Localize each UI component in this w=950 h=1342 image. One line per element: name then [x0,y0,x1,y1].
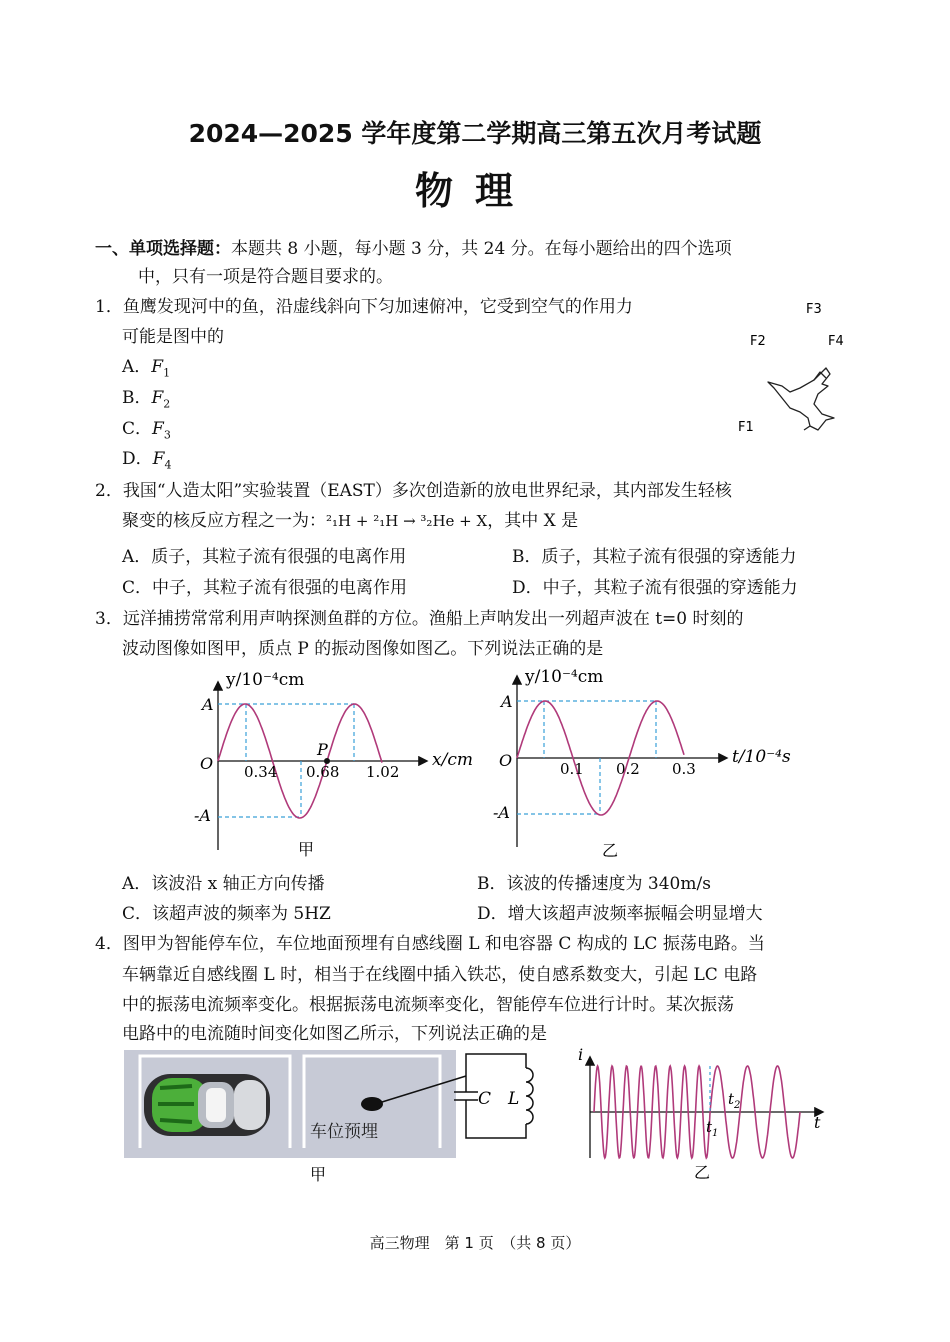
point-p-label: P [317,740,328,759]
q3-option-c: C．该超声波的频率为 5HZ [122,904,331,924]
y-axis-label: y/10⁻⁴cm [226,670,305,690]
q3-wave-graph [190,665,490,865]
q4-stem-4: 电路中的电流随时间变化如图乙所示，下列说法正确的是 [122,1024,547,1044]
label-f3: F3 [806,302,822,317]
section-desc-1: 本题共 8 小题，每小题 3 分，共 24 分。在每小题给出的四个选项 [231,239,732,259]
exam-title: 2024—2025 学年度第二学期高三第五次月考试题 [188,119,762,148]
x-axis-label: x/cm [432,750,473,770]
label-f2: F2 [750,334,766,349]
q4-stem-1: 4．图甲为智能停车位，车位地面预埋有自感线圈 L 和电容器 C 构成的 LC 振荡电路。当 [95,934,765,954]
section-heading-line [95,238,732,260]
lc-circuit [454,1054,533,1138]
section-heading: 一、单项选择题： [95,239,231,259]
q2-stem-2: 聚变的核反应方程之一为：²₁H + ²₁H → ³₂He + X，其中 X 是 [122,511,579,531]
q4-parking-figure [122,1048,562,1188]
tick-0: 0.1 [560,760,584,778]
q2-option-d: D．中子，其粒子流有很强的穿透能力 [512,578,798,598]
q4-stem-3: 中的振荡电流频率变化。根据振荡电流频率变化，智能停车位进行计时。某次振荡 [122,995,734,1015]
q2-stem-1: 2．我国“人造太阳”实验装置（EAST）多次创造新的放电世界纪录，其内部发生轻核 [95,481,732,501]
subject-title: 物理 [414,168,535,213]
label-t2: $t_2$ [728,1090,741,1111]
caption: 甲 [310,1165,327,1184]
amp-label: A [501,692,513,711]
label-t1: $t_1$ [706,1118,719,1139]
q1-option-d: D．$F_4$ [122,449,172,472]
q1-option-c: C．$F_3$ [122,419,171,442]
x-axis-label: t/10⁻⁴s [732,747,791,767]
q1-option-a: A．$F_1$ [122,357,171,380]
coil-marker [361,1097,383,1111]
section-desc-2: 中，只有一项是符合题目要求的。 [138,267,393,287]
q3-option-b: B．该波的传播速度为 340m/s [477,874,711,894]
page-footer: 高三物理 第 1 页 （共 8 页） [369,1234,581,1252]
q2-option-c: C．中子，其粒子流有很强的电离作用 [122,578,408,598]
q2-option-b: B．质子，其粒子流有很强的穿透能力 [512,547,797,567]
q1-stem-1: 1．鱼鹰发现河中的鱼，沿虚线斜向下匀加速俯冲，它受到空气的作用力 [95,297,633,317]
tick-2: 0.3 [672,760,696,778]
q2-option-a: A．质子，其粒子流有很强的电离作用 [122,547,407,567]
tick-1: 0.2 [616,760,640,778]
q3-option-d: D．增大该超声波频率振幅会明显增大 [477,904,763,924]
q3-stem-2: 波动图像如图甲，质点 P 的振动图像如图乙。下列说法正确的是 [122,639,604,659]
label-area: 车位预埋 [310,1122,378,1142]
q1-stem-2: 可能是图中的 [122,327,224,347]
y-axis-label: i [578,1046,584,1064]
tick-1: 0.68 [306,763,340,781]
q1-eagle-figure [730,290,870,440]
label-c: C [478,1089,492,1109]
label-f4: F4 [828,334,844,349]
car-icon [144,1074,270,1136]
q3-option-a: A．该波沿 x 轴正方向传播 [122,874,325,894]
caption: 乙 [694,1163,711,1182]
label-l: L [508,1089,520,1109]
tick-0: 0.34 [244,763,278,781]
tick-2: 1.02 [366,763,400,781]
neg-amp-label: -A [194,806,211,825]
caption: 乙 [602,841,619,860]
eagle-icon [768,368,834,430]
q4-stem-2: 车辆靠近自感线圈 L 时，相当于在线圈中插入铁芯，使自感系数变大，引起 LC 电路 [122,965,758,985]
neg-amp-label: -A [493,803,510,822]
q4-current-graph [572,1046,832,1186]
y-axis-label: y/10⁻⁴cm [525,667,604,687]
q3-stem-1: 3．远洋捕捞常常利用声呐探测鱼群的方位。渔船上声呐发出一列超声波在 t=0 时刻的 [95,609,744,629]
q1-option-b: B．$F_2$ [122,388,171,411]
origin-label: O [200,754,214,773]
q3-vibration-graph [490,662,800,862]
label-f1: F1 [738,420,754,435]
q2-equation: ²₁H + ²₁H → ³₂He + X [326,512,488,530]
x-axis-label: t [814,1113,821,1132]
origin-label: O [499,751,513,770]
caption: 甲 [298,840,315,859]
amp-label: A [202,695,214,714]
